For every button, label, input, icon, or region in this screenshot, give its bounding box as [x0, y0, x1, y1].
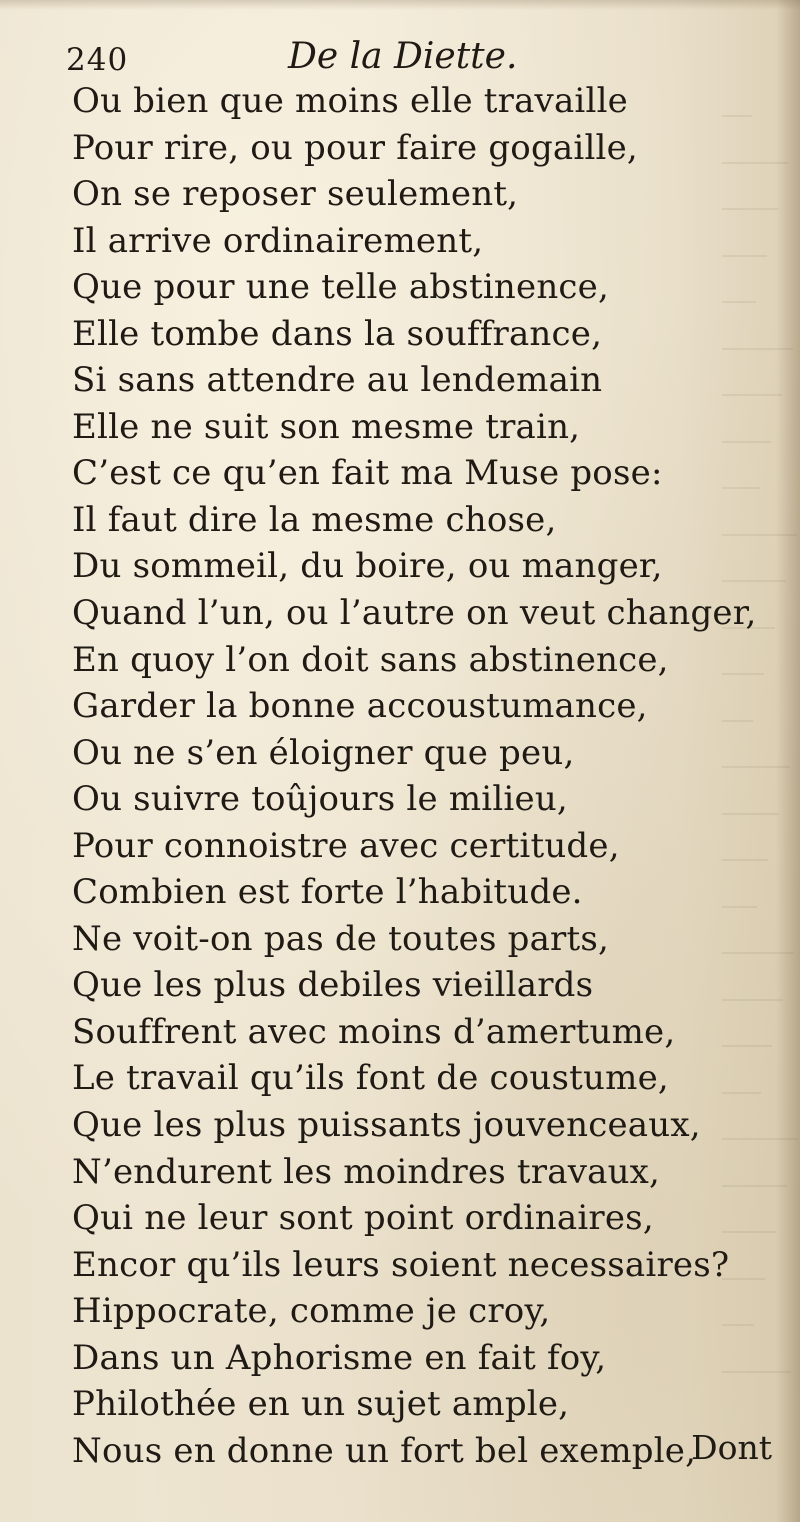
page-gutter-shadow	[776, 0, 800, 1522]
verse-line: Ou ne s’en éloigner que peu,	[72, 732, 575, 773]
verse-line: Combien est forte l’habitude.	[72, 872, 583, 913]
verse-line: Souffrent avec moins d’amertume,	[72, 1011, 676, 1052]
verse-line: Il arrive ordinairement,	[72, 220, 484, 261]
verse-line: Philothée en un sujet ample,	[72, 1384, 570, 1425]
verse-line: Ne voit-on pas de toutes parts,	[72, 918, 610, 959]
catchword: Dont	[691, 1428, 772, 1467]
verse-line: Pour connoistre avec certitude,	[72, 825, 620, 866]
verse-line: Garder la bonne accoustumance,	[72, 686, 648, 727]
verse-line: Du sommeil, du boire, ou manger,	[72, 546, 663, 587]
verse-line: Que pour une telle abstinence,	[72, 267, 609, 308]
verse-line: En quoy l’on doit sans abstinence,	[72, 639, 669, 680]
running-head: De la Diette.	[288, 36, 518, 77]
verse-line: Quand l’un, ou l’autre on veut changer,	[72, 593, 757, 634]
verse-line: On se reposer seulement,	[72, 174, 519, 215]
page-top-edge-shadow	[0, 0, 800, 10]
verse-line: Dans un Aphorisme en fait foy,	[72, 1337, 607, 1378]
page-header	[66, 36, 706, 80]
verse-line: Que les plus puissants jouvenceaux,	[72, 1105, 701, 1146]
page-number: 240	[66, 42, 129, 78]
verse-line: Pour rire, ou pour faire gogaille,	[72, 127, 638, 168]
verse-line: Encor qu’ils leurs soient necessaires?	[72, 1244, 730, 1285]
verse-line: Que les plus debiles vieillards	[72, 965, 594, 1006]
verse-line: C’est ce qu’en fait ma Muse pose:	[72, 453, 663, 494]
verse-line: Elle ne suit son mesme train,	[72, 406, 581, 447]
verse-line: Elle tombe dans la souffrance,	[72, 313, 603, 354]
verse-line: Ou bien que moins elle travaille	[72, 81, 628, 121]
verse-line: Hippocrate, comme je croy,	[72, 1291, 551, 1332]
verse-line: Nous en donne un fort bel exemple,	[72, 1430, 697, 1471]
verse-lines	[72, 78, 772, 1474]
verse-line: Il faut dire la mesme chose,	[72, 499, 557, 540]
verse-line: Ou suivre toûjours le milieu,	[72, 779, 568, 820]
verse-line: Si sans attendre au lendemain	[72, 360, 603, 401]
verse-line: N’endurent les moindres travaux,	[72, 1151, 661, 1192]
verse-line: Qui ne leur sont point ordinaires,	[72, 1198, 654, 1239]
verse-line: Le travail qu’ils font de coustume,	[72, 1058, 669, 1099]
